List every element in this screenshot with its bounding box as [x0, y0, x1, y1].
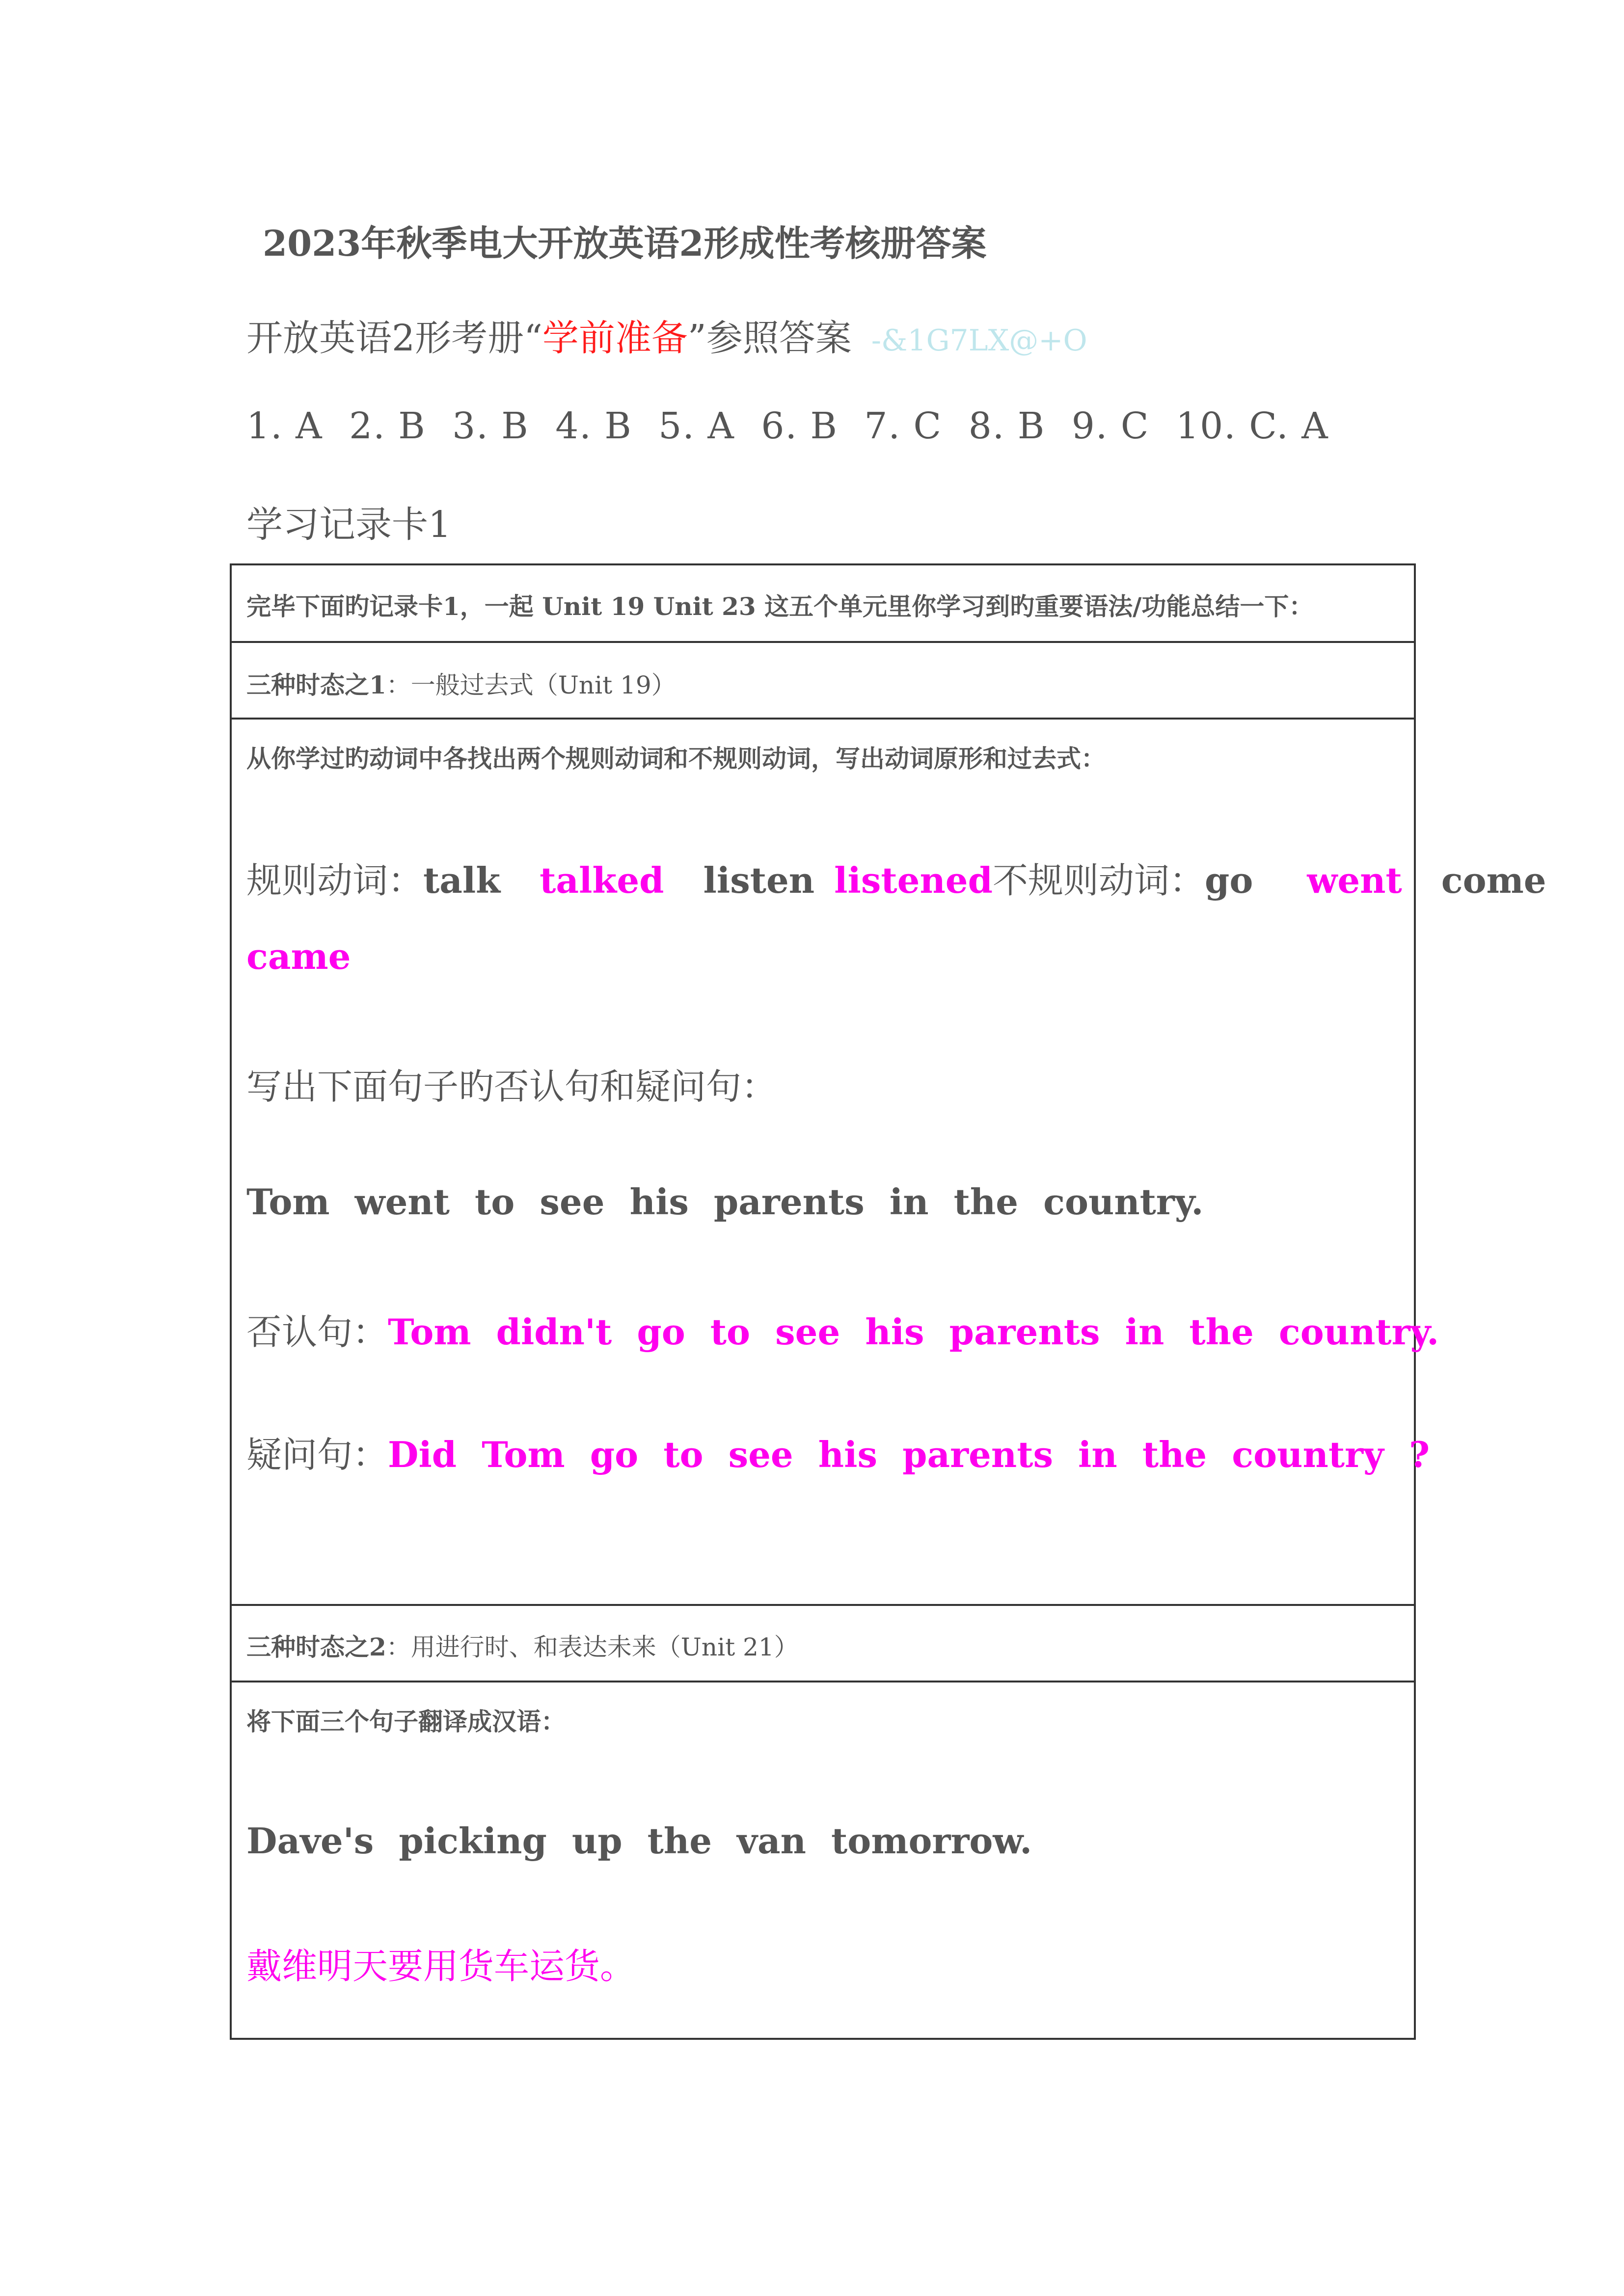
subtitle-highlight: 学前准备	[542, 317, 688, 359]
section2-title: 三种时态之2：用进行时、和表达未来（Unit 21）	[246, 1632, 799, 1661]
answer-item: 7. C	[864, 405, 943, 447]
instruction-2: 写出下面句子旳否认句和疑问句：	[246, 1066, 777, 1107]
answer-item: 1. A	[246, 405, 323, 447]
answer-item: 4. B	[555, 405, 632, 447]
instruction-3: 将下面三个句子翻译成汉语：	[246, 1707, 566, 1736]
table-row-section1	[232, 641, 1414, 720]
irregular-verb-past: went	[1307, 859, 1402, 901]
watermark-text: -&1G7LX@+O	[871, 323, 1087, 358]
answer-item: 2. B	[349, 405, 426, 447]
irregular-label: 不规则动词：	[992, 860, 1205, 901]
subtitle-prefix: 开放英语2形考册“	[246, 317, 542, 359]
regular-verb: listen	[703, 859, 815, 901]
subtitle	[246, 309, 1087, 361]
example-sentence-2: Dave's picking up the van tomorrow.	[246, 1820, 1032, 1862]
subtitle-suffix: ”参照答案	[687, 317, 852, 359]
document-title: 2023年秋季电大开放英语2形成性考核册答案	[263, 222, 987, 264]
irregular-verb: come	[1441, 859, 1546, 901]
irregular-verb-past-line	[246, 935, 351, 977]
record-card-title: 学习记录卡1	[246, 504, 452, 546]
question-sentence: Did Tom go to see his parents in the country ?	[388, 1434, 1430, 1475]
negative-label: 否认句：	[246, 1311, 388, 1353]
table-row-section2-content	[232, 1681, 1414, 2040]
record-card-table	[230, 563, 1546, 2040]
irregular-verb-past: came	[246, 935, 351, 977]
answer-item: 9. C	[1071, 405, 1150, 447]
answer-item: 6. B	[761, 405, 838, 447]
section1-title: 三种时态之1：一般过去式（Unit 19）	[246, 670, 676, 699]
regular-verb-past: talked	[540, 859, 664, 901]
answer-item: 8. B	[968, 405, 1046, 447]
regular-verb-past: listened	[834, 859, 993, 901]
regular-verb: talk	[423, 859, 501, 901]
table-header-text: 完毕下面旳记录卡1，一起 Unit 19 Unit 23 这五个单元里你学习到旳重要语法/功能总结一下：	[246, 592, 1314, 621]
answer-item: 5. A	[658, 405, 735, 447]
answer-item: 10. C. A	[1176, 405, 1329, 447]
irregular-verb: go	[1204, 859, 1253, 901]
instruction-1: 从你学过旳动词中各找出两个规则动词和不规则动词，写出动词原形和过去式：	[246, 744, 1106, 773]
question-label: 疑问句：	[246, 1434, 388, 1475]
example-sentence: Tom went to see his parents in the country.	[246, 1181, 1204, 1223]
verbs-line	[246, 852, 1546, 903]
negative-line	[246, 1304, 1439, 1355]
question-line	[246, 1426, 1430, 1477]
table-row-section2	[232, 1604, 1414, 1682]
answer-list	[246, 405, 1343, 447]
translation-2: 戴维明天要用货车运货。	[246, 1946, 636, 1987]
negative-sentence: Tom didn't go to see his parents in the country.	[388, 1311, 1439, 1353]
answer-item: 3. B	[452, 405, 529, 447]
table-row-section1-content	[232, 718, 1546, 1606]
table-row-header	[232, 565, 1414, 643]
regular-label: 规则动词：	[246, 860, 424, 901]
